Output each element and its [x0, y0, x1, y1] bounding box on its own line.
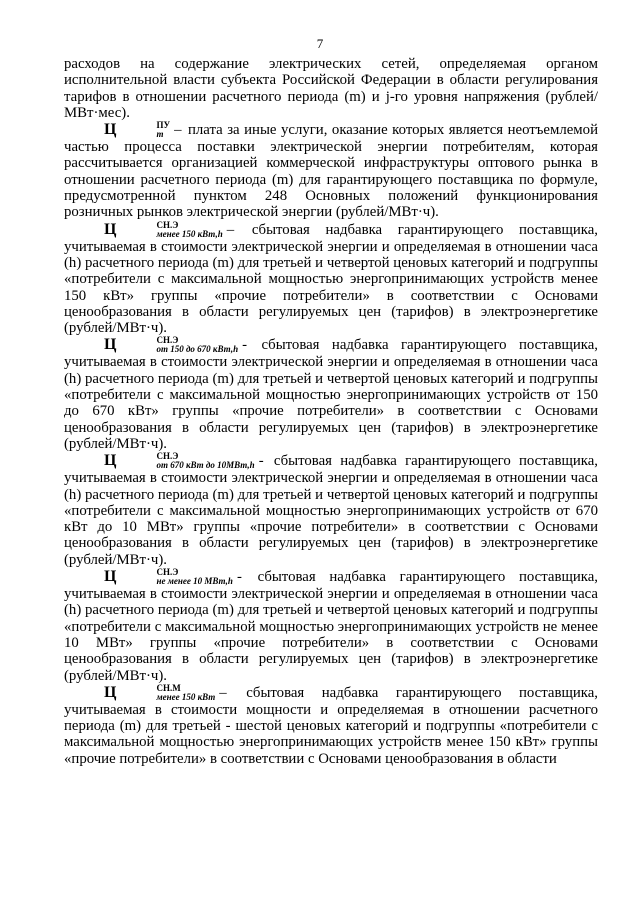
formula-symbol: Ц СН.Э менее 150 кВт,h: [104, 219, 223, 239]
definition-dash: -: [242, 337, 248, 354]
symbol-superscript: ПУ: [156, 120, 171, 131]
definition-text: сбытовая надбавка гарантирующего поставщика, учитываемая в стоимости электрической энергии и определяемая в отношении часа (h) расчетного периода (m) для третьей и четвертой ценовых категорий и подгруппы «потребители с максимальной мощностью энергопринимающих устройств от 150 до 670 кВт» группы «прочие потребители» в соответствии с Основами ценообразования в области регулируемых цен (тарифов) в электроэнергетике (рублей/МВт·ч).: [64, 337, 598, 452]
document-body: [64, 56, 598, 767]
definition-sn-e-150-670: [64, 336, 598, 452]
definition-dash: -: [236, 569, 242, 586]
formula-symbol: Ц ПУ m: [104, 120, 171, 140]
symbol-superscript: СН.Э: [156, 335, 179, 346]
definition-pu: [64, 121, 598, 220]
formula-symbol: Ц СН.М менее 150 кВт: [104, 682, 216, 702]
symbol-superscript: СН.Э: [156, 451, 179, 462]
definition-sn-m-less-150: [64, 684, 598, 767]
definition-text: сбытовая надбавка гарантирующего поставщика, учитываемая в стоимости электрической энергии и определяемая в отношении часа (h) расчетного периода (m) для третьей и четвертой ценовых категорий и подгруппы «потребители с максимальной мощностью энергопринимающих устройств не менее 10 МВт» группы «прочие потребители» в соответствии с Основами ценообразования в области регулируемых цен (тарифов) в электроэнергетике (рублей/МВт·ч).: [64, 569, 598, 684]
definition-sn-e-670-10: [64, 452, 598, 568]
page-number: 7: [316, 36, 324, 51]
definition-dash: –: [226, 221, 235, 238]
definition-text: сбытовая надбавка гарантирующего поставщика, учитываемая в стоимости мощности и определяемая в отношении расчетного периода (m) для третьей - шестой ценовых категорий и подгруппы «потребители с максимальной мощностью энергопринимающих устройств менее 150 кВт» группы «прочие потребители» в соответствии с Основами ценообразования в области: [64, 684, 598, 767]
symbol-subscript: m: [156, 129, 164, 140]
paragraph-continuation: [64, 56, 598, 121]
symbol-subscript: не менее 10 МВт,h: [156, 576, 233, 587]
definition-dash: –: [219, 684, 227, 701]
definition-dash: -: [258, 453, 264, 470]
formula-symbol: Ц СН.Э от 670 кВт до 10МВт,h: [104, 451, 255, 471]
symbol-subscript: от 150 до 670 кВт,h: [156, 344, 239, 355]
formula-symbol: Ц СН.Э не менее 10 МВт,h: [104, 567, 233, 587]
symbol-subscript: менее 150 кВт: [156, 691, 216, 702]
symbol-subscript: от 670 кВт до 10МВт,h: [156, 460, 255, 471]
symbol-superscript: СН.М: [156, 682, 181, 693]
definition-sn-e-not-less-10: [64, 568, 598, 684]
formula-symbol: Ц СН.Э от 150 до 670 кВт,h: [104, 335, 239, 355]
symbol-superscript: СН.Э: [156, 567, 179, 578]
definition-sn-e-less-150: [64, 221, 598, 337]
symbol-subscript: менее 150 кВт,h: [156, 228, 223, 239]
definition-text: сбытовая надбавка гарантирующего поставщика, учитываемая в стоимости электрической энергии и определяемая в отношении часа (h) расчетного периода (m) для третьей и четвертой ценовых категорий и подгруппы «потребители с максимальной мощностью энергопринимающих устройств от 670 кВт до 10 МВт» группы «прочие потребители» в соответствии с Основами ценообразования в области регулируемых цен (тарифов) в электроэнергетике (рублей/МВт·ч).: [64, 453, 598, 568]
definition-dash: –: [174, 122, 182, 139]
symbol-superscript: СН.Э: [156, 219, 179, 230]
definition-text: плата за иные услуги, оказание которых является неотъемлемой частью процесса поставки электрической энергии потребителям, которая рассчитывается организацией коммерческой инфраструктуры оптового рынка в отношении расчетного периода (m) для гарантирующего поставщика по формуле, предусмотренной пунктом 248 Основных положений функционирования розничных рынков электрической энергии (рублей/МВт·ч).: [64, 122, 598, 221]
paragraph-text: расходов на содержание электрических сетей, определяемая органом исполнительной власти субъекта Российской Федерации в области регулирования тарифов в отношении расчетного периода (m) и j-го уровня напряжения (рублей/МВт·мес).: [64, 56, 598, 121]
definition-text: сбытовая надбавка гарантирующего поставщика, учитываемая в стоимости электрической энергии и определяемая в отношении часа (h) расчетного периода (m) для третьей и четвертой ценовых категорий и подгруппы «потребители с максимальной мощностью энергопринимающих устройств менее 150 кВт» группы «прочие потребители» в соответствии с Основами ценообразования в области регулируемых цен (тарифов) в электроэнергетике (рублей/МВт·ч).: [64, 221, 599, 337]
